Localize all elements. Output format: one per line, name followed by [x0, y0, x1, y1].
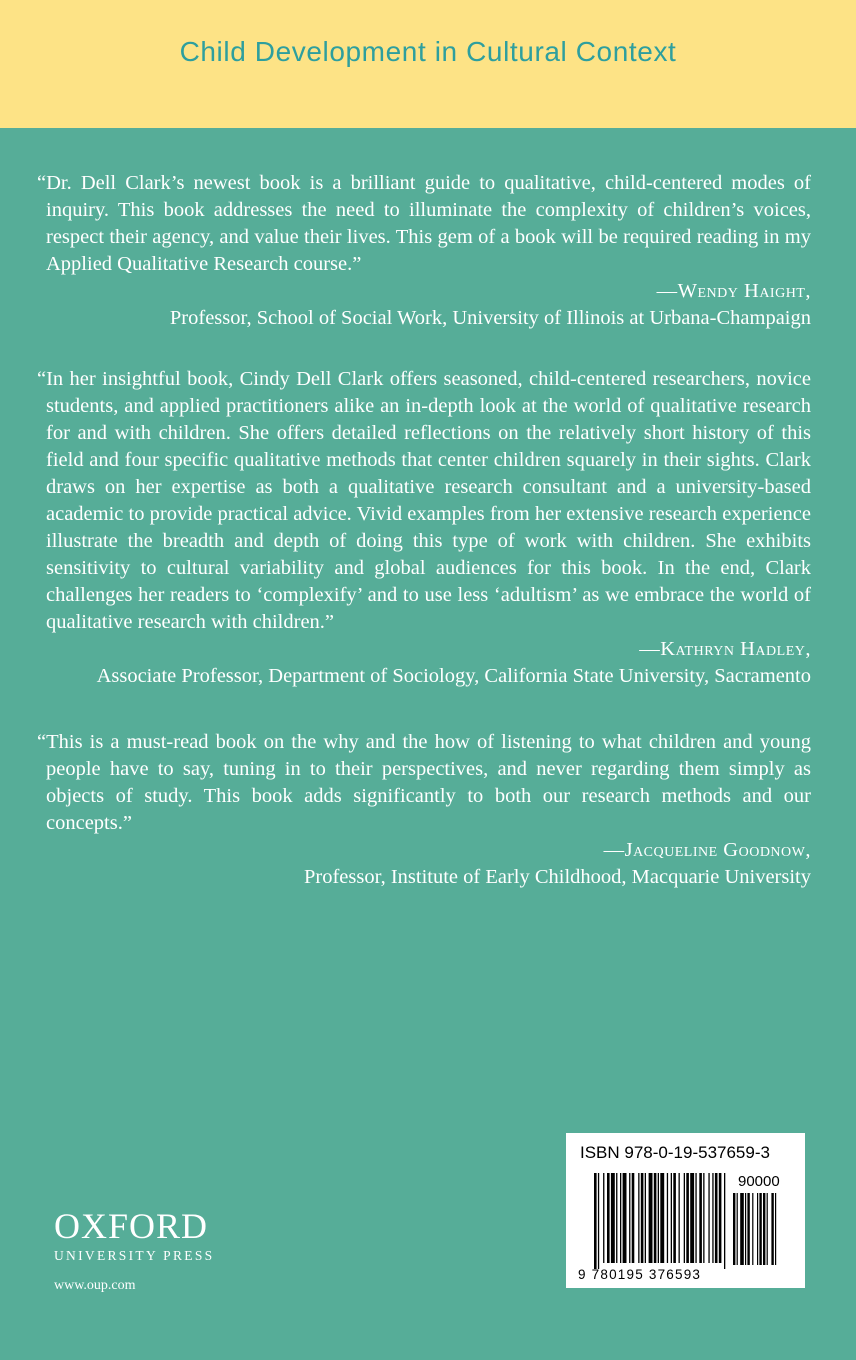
- endorsement-affiliation: Associate Professor, Department of Sociology, California State University, Sacramento: [96, 665, 811, 687]
- isbn-barcode-box: [566, 1133, 805, 1288]
- endorsement-quote: “In her insightful book, Cindy Dell Clark offers seasoned, child-centered researchers, novice students, and applied practitioners alike an in-depth look at the world of qualitative research for and with children. She offers detailed reflections on the relatively short history of this field and four specific qualitative methods that center children squarely in their sights. Clark draws on her expertise as both a qualitative research consultant and a university-based academic to provide practical advice. Vivid examples from her extensive research experience illustrate the breadth and depth of doing this type of work with children. She exhibits sensitivity to cultural variability and global audiences for this book. In the end, Clark challenges her readers to ‘complexify’ and to use less ‘adultism’ as we embrace the world of qualitative research with children.”: [37, 368, 811, 633]
- endorsement-quote: “This is a must-read book on the why and the how of listening to what children and young people have to say, tuning in to their perspectives, and never regarding them simply as objects of study. This book adds significantly to both our research methods and our concepts.”: [37, 731, 811, 834]
- series-title: Child Development in Cultural Context: [179, 36, 677, 67]
- endorsement-affiliation: Professor, Institute of Early Childhood, Macquarie University: [303, 866, 811, 888]
- isbn-label: ISBN 978-0-19-537659-3: [580, 1143, 770, 1162]
- endorsement-author: —Jacqueline Goodnow,: [603, 839, 811, 861]
- publisher-subtitle: UNIVERSITY PRESS: [54, 1248, 215, 1263]
- endorsement-affiliation: Professor, School of Social Work, University of Illinois at Urbana-Champaign: [169, 307, 811, 329]
- barcode-bars: [566, 1133, 805, 1288]
- publisher-name: OXFORD: [54, 1206, 209, 1246]
- oxford-logo: [54, 1208, 214, 1294]
- endorsement-author: —Wendy Haight,: [656, 280, 811, 302]
- barcode-digits: 9 780195 376593: [578, 1267, 702, 1282]
- endorsement-author: —Kathryn Hadley,: [639, 638, 811, 660]
- endorsement-blurb: [37, 170, 811, 332]
- series-header-band: [0, 0, 856, 128]
- endorsement-blurb: [37, 366, 811, 690]
- price-code: 90000: [738, 1173, 780, 1190]
- endorsement-blurb: [37, 729, 811, 891]
- endorsement-quote: “Dr. Dell Clark’s newest book is a brilliant guide to qualitative, child-centered modes of inquiry. This book addresses the need to illuminate the complexity of children’s voices, respect their agency, and value their lives. This gem of a book will be required reading in my Applied Qualitative Research course.”: [37, 172, 811, 275]
- publisher-url: www.oup.com: [54, 1278, 136, 1293]
